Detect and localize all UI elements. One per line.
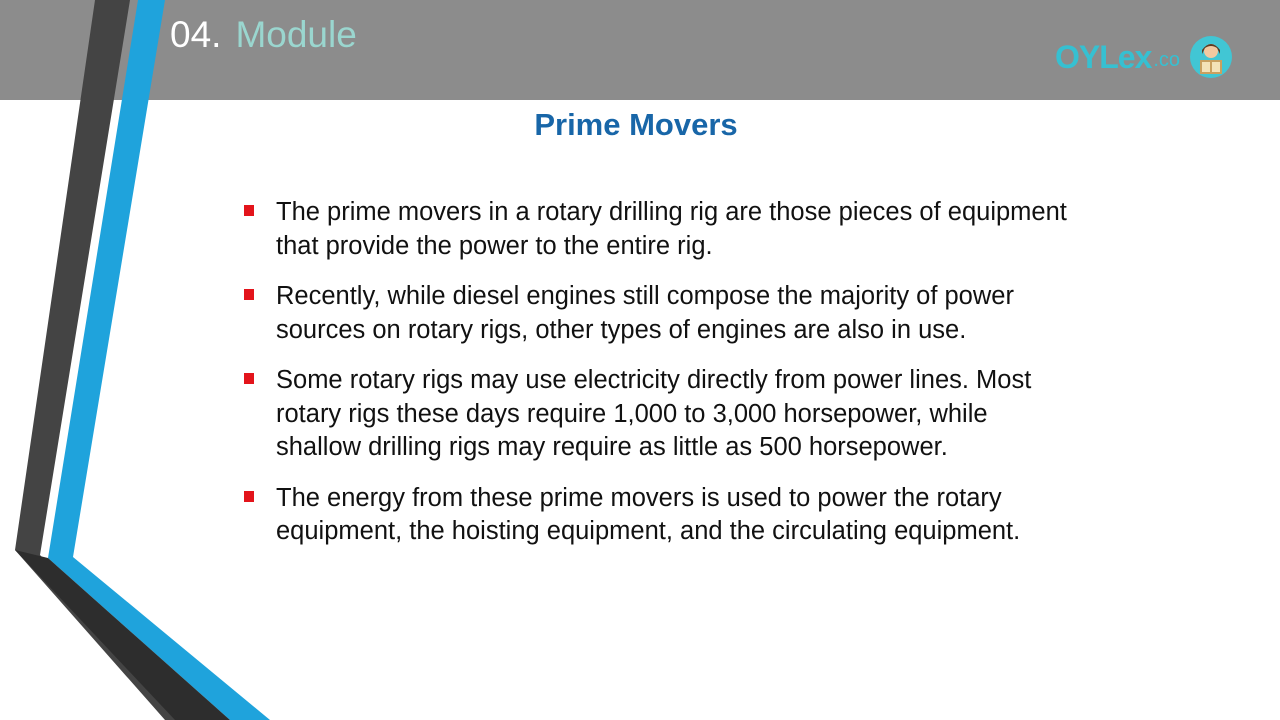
bullet-marker-icon: [244, 289, 254, 300]
bullet-text: Recently, while diesel engines still compose the majority of power sources on rotary rigs, other types of engines are also in use.: [276, 282, 1014, 344]
page-title: Prime Movers: [534, 107, 738, 142]
list-item: [240, 280, 1070, 347]
list-item: [240, 482, 1070, 549]
logo-ext: .co: [1153, 48, 1181, 71]
bullet-text: The prime movers in a rotary drilling rig are those pieces of equipment that provide the power to the entire rig.: [276, 198, 1067, 260]
module-number: 04.: [170, 14, 222, 55]
bullet-marker-icon: [244, 373, 254, 384]
module-name: Module: [235, 14, 357, 55]
bullet-text: Some rotary rigs may use electricity directly from power lines. Most rotary rigs these days require 1,000 to 3,000 horsepower, while shallow drilling rigs may require as little as 500 horsepower.: [276, 366, 1032, 461]
bullet-marker-icon: [244, 205, 254, 216]
list-item: [240, 364, 1070, 465]
brand-logo: [1055, 32, 1232, 82]
logo-text: OYLex: [1055, 38, 1152, 75]
shadow-stripe: [15, 550, 230, 720]
bullet-list: [240, 196, 1070, 566]
bullet-text: The energy from these prime movers is used to power the rotary equipment, the hoisting equipment, and the circulating equipment.: [276, 483, 1021, 545]
module-heading: [170, 12, 357, 62]
bullet-marker-icon: [244, 491, 254, 502]
list-item: [240, 196, 1070, 263]
reader-avatar-icon: [1190, 36, 1232, 78]
